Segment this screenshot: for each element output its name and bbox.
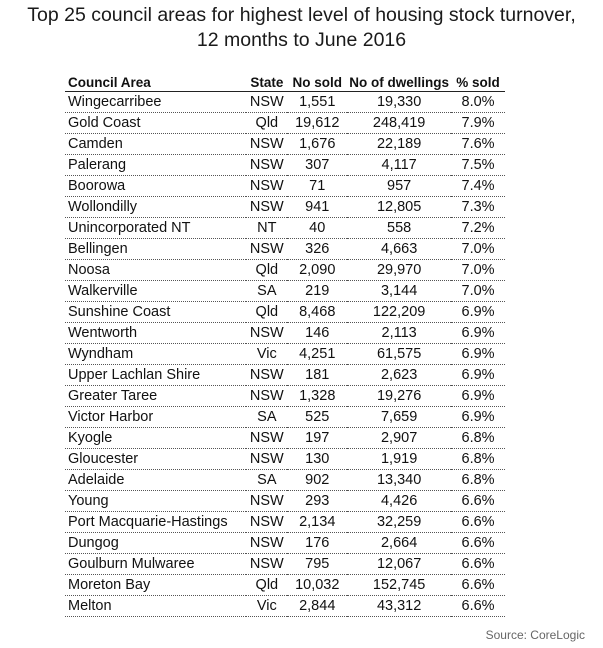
cell-state: Vic	[246, 344, 287, 365]
cell-state: NSW	[246, 92, 287, 113]
cell-no-of-dwellings: 13,340	[347, 470, 451, 491]
cell-no-sold: 2,090	[287, 260, 347, 281]
table-body	[65, 92, 505, 617]
cell-state: Qld	[246, 260, 287, 281]
cell-no-of-dwellings: 2,623	[347, 365, 451, 386]
cell-no-sold: 19,612	[287, 113, 347, 134]
cell-no-of-dwellings: 32,259	[347, 512, 451, 533]
cell-percent-sold: 6.8%	[451, 428, 505, 449]
table-row	[65, 407, 505, 428]
cell-council-area: Port Macquarie-Hastings	[65, 512, 246, 533]
cell-state: SA	[246, 281, 287, 302]
cell-council-area: Victor Harbor	[65, 407, 246, 428]
cell-no-of-dwellings: 4,663	[347, 239, 451, 260]
table-row	[65, 260, 505, 281]
cell-no-sold: 71	[287, 176, 347, 197]
header-state: State	[246, 73, 287, 92]
cell-council-area: Sunshine Coast	[65, 302, 246, 323]
cell-no-sold: 130	[287, 449, 347, 470]
cell-no-sold: 525	[287, 407, 347, 428]
table-row	[65, 176, 505, 197]
cell-no-of-dwellings: 1,919	[347, 449, 451, 470]
cell-council-area: Unincorporated NT	[65, 218, 246, 239]
header-no-sold: No sold	[287, 73, 347, 92]
cell-council-area: Adelaide	[65, 470, 246, 491]
cell-percent-sold: 7.9%	[451, 113, 505, 134]
table-row	[65, 281, 505, 302]
cell-no-sold: 307	[287, 155, 347, 176]
cell-state: NSW	[246, 512, 287, 533]
cell-council-area: Noosa	[65, 260, 246, 281]
table-row	[65, 512, 505, 533]
cell-no-sold: 146	[287, 323, 347, 344]
cell-no-of-dwellings: 152,745	[347, 575, 451, 596]
cell-no-sold: 10,032	[287, 575, 347, 596]
cell-state: Qld	[246, 575, 287, 596]
cell-no-of-dwellings: 2,907	[347, 428, 451, 449]
cell-no-sold: 4,251	[287, 344, 347, 365]
table-row	[65, 428, 505, 449]
cell-percent-sold: 7.6%	[451, 134, 505, 155]
cell-no-sold: 293	[287, 491, 347, 512]
cell-no-sold: 181	[287, 365, 347, 386]
cell-state: NSW	[246, 428, 287, 449]
cell-council-area: Wingecarribee	[65, 92, 246, 113]
cell-state: NSW	[246, 449, 287, 470]
table-row	[65, 554, 505, 575]
header-no-of-dwellings: No of dwellings	[347, 73, 451, 92]
cell-no-sold: 1,676	[287, 134, 347, 155]
cell-state: SA	[246, 470, 287, 491]
cell-state: Qld	[246, 302, 287, 323]
cell-no-of-dwellings: 2,113	[347, 323, 451, 344]
cell-no-of-dwellings: 957	[347, 176, 451, 197]
cell-state: NSW	[246, 365, 287, 386]
cell-council-area: Wyndham	[65, 344, 246, 365]
cell-no-sold: 1,328	[287, 386, 347, 407]
cell-percent-sold: 6.6%	[451, 575, 505, 596]
table-row	[65, 596, 505, 617]
table-row	[65, 155, 505, 176]
cell-state: NSW	[246, 134, 287, 155]
cell-no-of-dwellings: 19,276	[347, 386, 451, 407]
cell-no-of-dwellings: 4,117	[347, 155, 451, 176]
cell-council-area: Young	[65, 491, 246, 512]
cell-state: NSW	[246, 323, 287, 344]
table-row	[65, 470, 505, 491]
table-row	[65, 113, 505, 134]
cell-no-of-dwellings: 12,805	[347, 197, 451, 218]
table-row	[65, 134, 505, 155]
cell-percent-sold: 6.9%	[451, 386, 505, 407]
table-row	[65, 575, 505, 596]
cell-council-area: Walkerville	[65, 281, 246, 302]
cell-state: NSW	[246, 176, 287, 197]
cell-no-sold: 1,551	[287, 92, 347, 113]
cell-council-area: Palerang	[65, 155, 246, 176]
cell-percent-sold: 6.8%	[451, 470, 505, 491]
cell-state: NSW	[246, 386, 287, 407]
cell-percent-sold: 6.6%	[451, 512, 505, 533]
cell-council-area: Camden	[65, 134, 246, 155]
cell-no-sold: 326	[287, 239, 347, 260]
cell-council-area: Goulburn Mulwaree	[65, 554, 246, 575]
cell-state: NSW	[246, 533, 287, 554]
cell-state: NSW	[246, 155, 287, 176]
cell-council-area: Boorowa	[65, 176, 246, 197]
cell-no-sold: 902	[287, 470, 347, 491]
cell-percent-sold: 6.9%	[451, 323, 505, 344]
cell-percent-sold: 6.9%	[451, 344, 505, 365]
cell-state: Qld	[246, 113, 287, 134]
cell-council-area: Greater Taree	[65, 386, 246, 407]
cell-no-sold: 2,134	[287, 512, 347, 533]
cell-state: NT	[246, 218, 287, 239]
cell-state: NSW	[246, 491, 287, 512]
cell-no-of-dwellings: 7,659	[347, 407, 451, 428]
cell-no-sold: 40	[287, 218, 347, 239]
cell-no-of-dwellings: 248,419	[347, 113, 451, 134]
cell-no-of-dwellings: 2,664	[347, 533, 451, 554]
cell-percent-sold: 6.6%	[451, 596, 505, 617]
cell-no-sold: 176	[287, 533, 347, 554]
table-row	[65, 533, 505, 554]
title-line-2: 12 months to June 2016	[196, 29, 407, 51]
cell-no-sold: 795	[287, 554, 347, 575]
cell-council-area: Upper Lachlan Shire	[65, 365, 246, 386]
title-line-1: Top 25 council areas for highest level of housing stock turnover,	[27, 4, 576, 26]
cell-no-of-dwellings: 122,209	[347, 302, 451, 323]
cell-no-sold: 8,468	[287, 302, 347, 323]
cell-no-of-dwellings: 19,330	[347, 92, 451, 113]
cell-council-area: Moreton Bay	[65, 575, 246, 596]
cell-percent-sold: 7.4%	[451, 176, 505, 197]
table-row	[65, 491, 505, 512]
cell-no-sold: 197	[287, 428, 347, 449]
cell-council-area: Melton	[65, 596, 246, 617]
cell-council-area: Bellingen	[65, 239, 246, 260]
cell-no-of-dwellings: 3,144	[347, 281, 451, 302]
table-row	[65, 323, 505, 344]
table-row	[65, 365, 505, 386]
source-note: Source: CoreLogic	[485, 628, 585, 642]
cell-percent-sold: 6.6%	[451, 533, 505, 554]
cell-council-area: Gloucester	[65, 449, 246, 470]
cell-percent-sold: 6.6%	[451, 491, 505, 512]
cell-no-sold: 2,844	[287, 596, 347, 617]
cell-percent-sold: 7.0%	[451, 281, 505, 302]
cell-no-of-dwellings: 4,426	[347, 491, 451, 512]
cell-no-of-dwellings: 61,575	[347, 344, 451, 365]
cell-state: Vic	[246, 596, 287, 617]
cell-percent-sold: 7.0%	[451, 239, 505, 260]
cell-no-of-dwellings: 558	[347, 218, 451, 239]
cell-percent-sold: 6.9%	[451, 302, 505, 323]
table-row	[65, 197, 505, 218]
cell-percent-sold: 6.8%	[451, 449, 505, 470]
cell-state: NSW	[246, 554, 287, 575]
cell-council-area: Gold Coast	[65, 113, 246, 134]
cell-council-area: Kyogle	[65, 428, 246, 449]
cell-no-sold: 219	[287, 281, 347, 302]
cell-percent-sold: 6.6%	[451, 554, 505, 575]
table-row	[65, 386, 505, 407]
table-row	[65, 92, 505, 113]
cell-state: NSW	[246, 239, 287, 260]
table-row	[65, 239, 505, 260]
cell-percent-sold: 7.5%	[451, 155, 505, 176]
table-row	[65, 449, 505, 470]
table-row	[65, 302, 505, 323]
cell-state: SA	[246, 407, 287, 428]
table-row	[65, 344, 505, 365]
header-percent-sold: % sold	[451, 73, 505, 92]
cell-council-area: Wollondilly	[65, 197, 246, 218]
table-row	[65, 218, 505, 239]
cell-no-sold: 941	[287, 197, 347, 218]
cell-state: NSW	[246, 197, 287, 218]
table-header-row	[65, 73, 505, 92]
council-turnover-table	[65, 73, 505, 617]
cell-no-of-dwellings: 12,067	[347, 554, 451, 575]
cell-no-of-dwellings: 43,312	[347, 596, 451, 617]
page-title	[0, 3, 603, 53]
cell-no-of-dwellings: 22,189	[347, 134, 451, 155]
cell-council-area: Wentworth	[65, 323, 246, 344]
cell-percent-sold: 8.0%	[451, 92, 505, 113]
cell-percent-sold: 6.9%	[451, 407, 505, 428]
cell-no-of-dwellings: 29,970	[347, 260, 451, 281]
cell-percent-sold: 6.9%	[451, 365, 505, 386]
cell-percent-sold: 7.3%	[451, 197, 505, 218]
cell-percent-sold: 7.0%	[451, 260, 505, 281]
cell-council-area: Dungog	[65, 533, 246, 554]
header-council-area: Council Area	[65, 73, 246, 92]
cell-percent-sold: 7.2%	[451, 218, 505, 239]
